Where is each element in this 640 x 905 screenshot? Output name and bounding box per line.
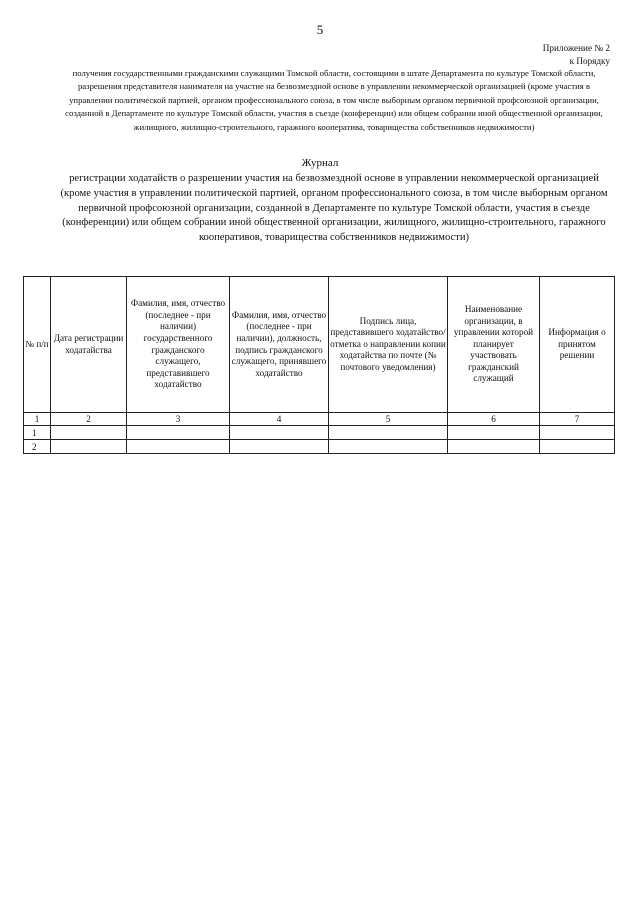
- table-cell: [540, 440, 615, 454]
- table-row: [24, 440, 615, 454]
- table-cell: [127, 440, 230, 454]
- column-number-row: [24, 413, 615, 426]
- column-number: 2: [51, 413, 127, 426]
- header-cell-number: № п/п: [24, 277, 51, 413]
- appendix-line-1: Приложение № 2: [542, 43, 610, 53]
- table-cell: [230, 426, 329, 440]
- table-row: [24, 426, 615, 440]
- column-number: 4: [230, 413, 329, 426]
- table-cell: [448, 426, 540, 440]
- header-cell-decision: Информация о принятом решении: [540, 277, 615, 413]
- column-number: 7: [540, 413, 615, 426]
- table-cell: [329, 440, 448, 454]
- table-cell: [329, 426, 448, 440]
- header-cell-organization: Наименование организации, в управлении которой планирует участвовать гражданский служащий: [448, 277, 540, 413]
- page-number: 5: [316, 22, 324, 37]
- header-cell-receiver: Фамилия, имя, отчество (последнее - при наличии), должность, подпись гражданского служащего, принявшего ходатайство: [230, 277, 329, 413]
- appendix-description: получения государственными гражданскими служащими Томской области, состоящими в штате Департамента по культуре Томской области, разрешения представителя нанимателя на участие на безвозмездной основе в управлении некоммерческой организацией (кроме участия в управлении политической партией, органом профессионального союза, в том числе выборным органом первичной профсоюзной организации, созданной в Департаменте по культуре Томской области, участия в съезде (конференции) или общем собрании иной общественной организации, жилищного, жилищно-строительного, гаражного кооператива, товарищества собственников недвижимости): [65, 68, 603, 132]
- row-number: 1: [24, 426, 51, 440]
- journal-table: [23, 276, 615, 454]
- table-cell: [51, 440, 127, 454]
- journal-subtitle: регистрации ходатайств о разрешении участия на безвозмездной основе в управлении некоммерческой организацией (кроме участия в управлении политической партией, органом профессионального союза, в том числе выборным органом первичной профсоюзной организации, созданной в Департаменте по культуре Томской области, участия в съезде (конференции) или общем собрании иной общественной организации, жилищного, жилищно-строительного, гаражного кооперативов, товарищества собственников недвижимости): [60, 173, 608, 244]
- journal-title: Журнал: [301, 157, 339, 169]
- header-cell-signature: Подпись лица, представившего ходатайство/отметка о направлении копии ходатайства по почте (№ почтового уведомления): [329, 277, 448, 413]
- column-number: 3: [127, 413, 230, 426]
- table-cell: [448, 440, 540, 454]
- header-cell-applicant: Фамилия, имя, отчество (последнее - при наличии) государственного гражданского служащего, представившего ходатайство: [127, 277, 230, 413]
- column-number: 6: [448, 413, 540, 426]
- row-number: 2: [24, 440, 51, 454]
- table-cell: [230, 440, 329, 454]
- column-number: 5: [329, 413, 448, 426]
- header-cell-date: Дата регистрации ходатайства: [51, 277, 127, 413]
- appendix-header: [543, 42, 610, 68]
- table-cell: [127, 426, 230, 440]
- table-header-row: [24, 277, 615, 413]
- appendix-line-2: к Порядку: [569, 56, 610, 66]
- table-cell: [540, 426, 615, 440]
- table-cell: [51, 426, 127, 440]
- column-number: 1: [24, 413, 51, 426]
